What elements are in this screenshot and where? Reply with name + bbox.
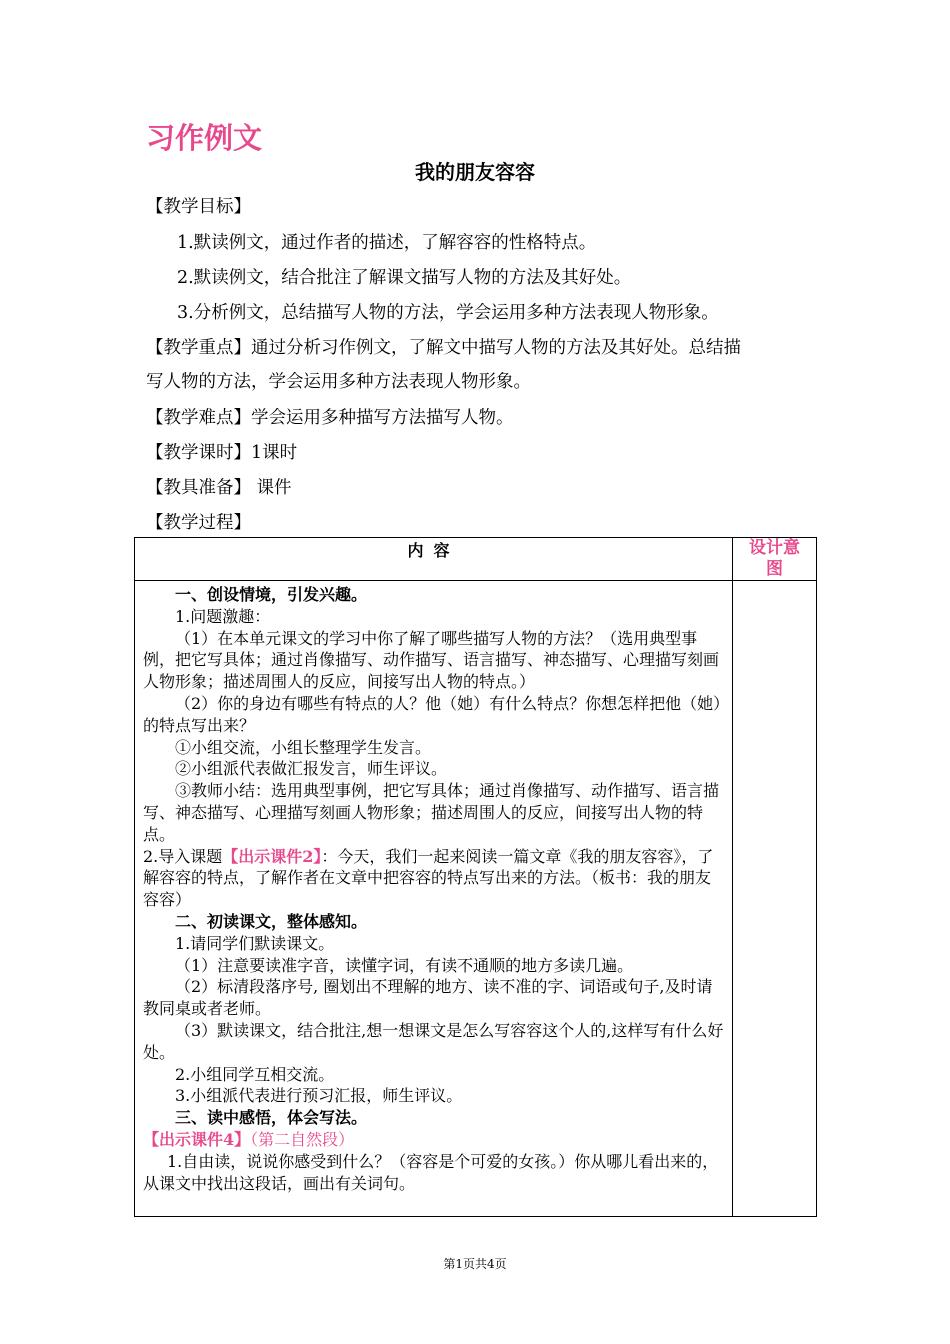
section-3-heading: 三、读中感悟，体会写法。 <box>175 1108 368 1128</box>
courseware-2-tag: 【出示课件2】 <box>222 846 322 866</box>
section-3-item-1: 1.自由读，说说你感受到什么？（容容是个可爱的女孩。）你从哪儿看出来的，从课文中找出这段话，画出有关词句。 <box>143 1151 719 1193</box>
difficulty: 【教学难点】学会运用多种描写方法描写人物。 <box>146 408 514 428</box>
paragraph-ref: （第二自然段） <box>250 1129 355 1149</box>
key-point-line-1: 【教学重点】通过分析习作例文，了解文中描写人物的方法及其好处。总结描 <box>146 338 741 358</box>
section-1-step-3: ③教师小结：选用典型事例，把它写具体；通过肖像描写、动作描写、语言描写、神态描写、心理描写刻画人物形象；描述周围人的反应，间接写出人物的特点。 <box>143 781 720 844</box>
section-1-intro <box>143 846 724 911</box>
section-2-item-1: 1.请同学们默读课文。 <box>175 933 335 953</box>
header-content: 内容 <box>135 538 733 581</box>
class-hours: 【教学课时】1课时 <box>146 443 298 463</box>
document-title: 我的朋友容容 <box>415 160 535 184</box>
section-2-para-3: （3）默读课文，结合批注,想一想课文是怎么写容容这个人的,这样写有什么好处。 <box>143 1020 724 1062</box>
goal-item-1: 1.默读例文，通过作者的描述，了解容容的性格特点。 <box>177 233 597 253</box>
header-design-line-1: 设计意 <box>749 538 800 558</box>
goal-item-2: 2.默读例文，结合批注了解课文描写人物的方法及其好处。 <box>177 268 632 288</box>
intro-text-a: 2.导入课题 <box>143 846 223 866</box>
header-design-intent <box>733 538 817 581</box>
intro-text-b: ：今天，我们一起来阅读一篇文章《我的朋友容容》，了解容容的特点，了解作者在文章中把容容的特点写出来的方法。（板书：我的朋友容容） <box>143 846 714 910</box>
section-2-para-1: （1）注意要读准字音，读懂字词，有读不通顺的地方多读几遍。 <box>175 955 634 975</box>
page-footer: 第1页共4页 <box>443 1257 507 1271</box>
section-1-question: 1.问题激趣： <box>175 606 271 626</box>
header-design-line-2: 图 <box>766 559 783 579</box>
section-1-step-1: ①小组交流，小组长整理学生发言。 <box>175 737 432 757</box>
section-title: 习作例文 <box>146 121 263 155</box>
section-2-para-2: （2）标清段落序号, 圈划出不理解的地方、读不准的字、词语或句子,及时请教同桌或者老师。 <box>143 977 713 1019</box>
section-1-heading: 一、创设情境，引发兴趣。 <box>175 585 368 604</box>
courseware-4-tag: 【出示课件4】 <box>143 1129 251 1149</box>
goal-item-3: 3.分析例文，总结描写人物的方法，学会运用多种方法表现人物形象。 <box>177 303 719 323</box>
goals-label: 【教学目标】 <box>146 197 251 217</box>
section-1-step-2: ②小组派代表做汇报发言，师生评议。 <box>175 759 448 779</box>
lesson-table <box>134 537 817 1217</box>
key-point-line-2: 写人物的方法，学会运用多种方法表现人物形象。 <box>146 372 531 392</box>
section-2-item-2: 2.小组同学互相交流。 <box>175 1064 335 1084</box>
section-1-para-2: （2）你的身边有哪些有特点的人？他（她）有什么特点？你想怎样把他（她）的特点写出来？ <box>143 693 722 735</box>
section-2-item-3: 3.小组派代表进行预习汇报，师生评议。 <box>175 1086 463 1106</box>
teaching-tools: 【教具准备】 课件 <box>146 478 292 498</box>
section-3-courseware <box>143 1129 724 1151</box>
design-intent-cell <box>733 581 817 1217</box>
process-label: 【教学过程】 <box>146 513 251 533</box>
content-cell <box>135 581 733 1217</box>
section-2-heading: 二、初读课文，整体感知。 <box>175 911 368 931</box>
section-1-para-1: （1）在本单元课文的学习中你了解了哪些描写人物的方法？（选用典型事例，把它写具体；通过肖像描写、动作描写、语言描写、神态描写、心理描写刻画人物形象；描述周围人的反应，间接写出人物的特点。） <box>143 628 720 692</box>
